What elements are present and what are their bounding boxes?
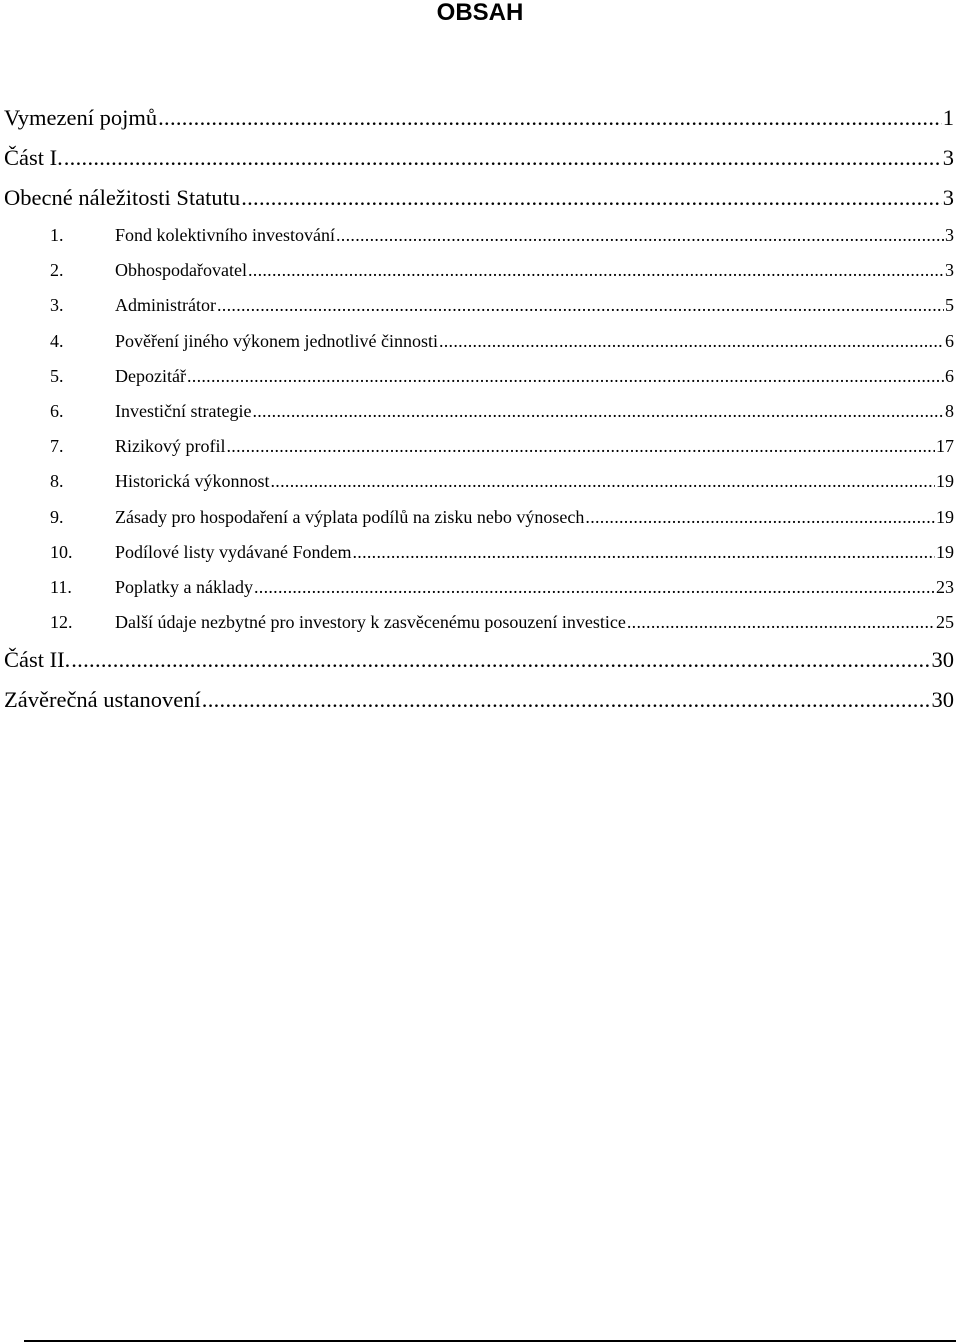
toc-entry-page: 3 [945, 260, 954, 281]
toc-entry-page: 6 [945, 365, 954, 386]
toc-entry-label: Část I. [4, 145, 63, 170]
toc-entry-cast-i[interactable] [4, 138, 954, 178]
dot-leader [336, 218, 944, 253]
dot-leader [217, 288, 944, 323]
toc-entry-number: 11. [50, 576, 72, 597]
toc-entry-4[interactable] [4, 324, 954, 359]
toc-entry-label: Zásady pro hospodaření a výplata podílů na zisku nebo výnosech [115, 506, 585, 527]
toc-entry-label: Další údaje nezbytné pro investory k zasvěcenému posouzení investice [115, 612, 626, 633]
toc-entry-page: 8 [945, 400, 954, 421]
table-of-contents [4, 98, 954, 720]
toc-entry-number: 5. [50, 365, 64, 386]
toc-entry-label: Poplatky a náklady [115, 576, 253, 597]
toc-entry-12[interactable] [4, 605, 954, 640]
toc-entry-number: 4. [50, 330, 64, 351]
toc-entry-label: Investiční strategie [115, 400, 252, 421]
toc-entry-label: Pověření jiného výkonem jednotlivé činnosti [115, 330, 438, 351]
toc-entry-page: 19 [936, 506, 954, 527]
toc-entry-label: Rizikový profil [115, 436, 226, 457]
toc-entry-7[interactable] [4, 429, 954, 464]
toc-entry-zaverecna-ustanoveni[interactable] [4, 680, 954, 720]
dot-leader [241, 178, 942, 218]
dot-leader [271, 464, 936, 499]
toc-entry-page: 5 [945, 295, 954, 316]
toc-entry-number: 2. [50, 260, 64, 281]
dot-leader [248, 253, 944, 288]
toc-entry-page: 1 [942, 105, 954, 130]
dot-leader [585, 500, 935, 535]
dot-leader [252, 394, 944, 429]
toc-entry-10[interactable] [4, 535, 954, 570]
toc-entry-number: 9. [50, 506, 64, 527]
toc-entry-page: 19 [936, 471, 954, 492]
toc-entry-2[interactable] [4, 253, 954, 288]
dot-leader [64, 138, 942, 178]
dot-leader [187, 359, 944, 394]
toc-entry-label: Závěrečná ustanovení [4, 687, 201, 713]
toc-entry-label: Historická výkonnost [115, 471, 270, 492]
toc-entry-label: Fond kolektivního investování [115, 225, 335, 245]
toc-entry-page: 30 [931, 687, 954, 713]
toc-entry-page: 6 [945, 330, 954, 351]
toc-entry-number: 6. [50, 400, 64, 421]
toc-entry-number: 7. [50, 436, 64, 457]
toc-entry-page: 3 [942, 185, 954, 210]
dot-leader [71, 640, 930, 680]
toc-entry-page: 3 [945, 225, 954, 245]
toc-entry-3[interactable] [4, 288, 954, 323]
footnote-separator-line [24, 1340, 956, 1342]
toc-entry-number: 12. [50, 612, 73, 633]
dot-leader [227, 429, 936, 464]
toc-entry-label: Depozitář [115, 365, 186, 386]
toc-entry-label: Vymezení pojmů [4, 105, 158, 130]
toc-entry-page: 30 [931, 647, 954, 673]
toc-entry-label: Obecné náležitosti Statutu [4, 185, 241, 210]
dot-leader [254, 570, 935, 605]
toc-entry-number: 1. [50, 225, 64, 245]
toc-entry-11[interactable] [4, 570, 954, 605]
dot-leader [202, 680, 931, 720]
toc-entry-cast-ii[interactable] [4, 640, 954, 680]
toc-entry-9[interactable] [4, 500, 954, 535]
toc-entry-label: Obhospodařovatel [115, 260, 247, 281]
dot-leader [352, 535, 935, 570]
toc-entry-label: Část II. [4, 647, 71, 673]
toc-entry-number: 8. [50, 471, 64, 492]
toc-entry-label: Podílové listy vydávané Fondem [115, 541, 352, 562]
toc-entry-page: 17 [936, 436, 954, 457]
toc-entry-number: 10. [50, 541, 73, 562]
toc-entry-vymezeni-pojmu[interactable] [4, 98, 954, 138]
dot-leader [158, 98, 942, 138]
toc-entry-5[interactable] [4, 359, 954, 394]
toc-entry-8[interactable] [4, 464, 954, 499]
toc-entry-page: 3 [942, 145, 954, 170]
toc-entry-number: 3. [50, 295, 64, 316]
toc-entry-6[interactable] [4, 394, 954, 429]
toc-entry-page: 23 [936, 576, 954, 597]
toc-entry-label: Administrátor [115, 295, 216, 316]
toc-entry-page: 19 [936, 541, 954, 562]
page-title: OBSAH [436, 0, 524, 26]
toc-entry-1[interactable] [4, 218, 954, 253]
dot-leader [439, 324, 944, 359]
toc-entry-page: 25 [936, 612, 954, 633]
toc-entry-obecne-nalezitosti[interactable] [4, 178, 954, 218]
dot-leader [627, 605, 935, 640]
